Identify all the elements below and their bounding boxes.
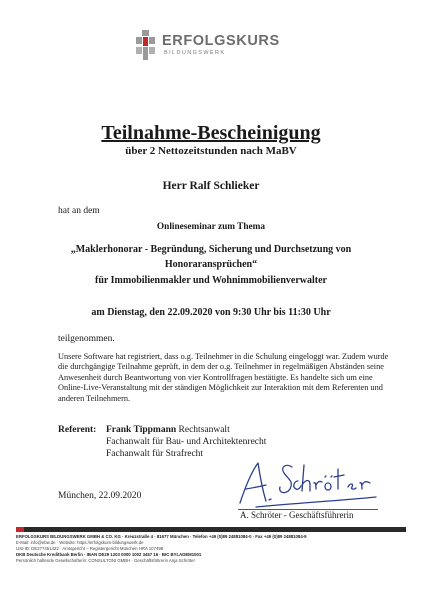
paragraph-line: anderen Teilnehmern. — [58, 393, 131, 403]
participant-name: Herr Ralf Schlieker — [162, 180, 260, 192]
place-and-date: München, 22.09.2020 — [58, 491, 142, 501]
footer-bank: DKB Deutsche Kreditbank Berlin · IBAN DE29 1203 0000 1002 3457 16 · BIC BYLADEM1001 — [16, 552, 202, 557]
footer-registry: USt-ID: DE277451422 · Amtsgericht – Registergericht München HRA 107498 — [16, 546, 164, 551]
footer-contact: E-Mail: info@ebw.de · Website: https://erfolgskurs-bildungswerk.de — [16, 540, 144, 545]
seminar-topic-line1: „Maklerhonorar - Begründung, Sicherung und Durchsetzung von — [70, 244, 352, 255]
referent-qualification-2: Fachanwalt für Strafrecht — [106, 449, 204, 459]
paragraph-line: die durchgängige Teilnahme geprüft, in dem der o.g. Teilnehmer in regelmäßigen Abständen seine — [58, 362, 384, 372]
footer-accent — [16, 527, 24, 532]
logo-subtitle: BILDUNGSWERK — [164, 50, 226, 56]
referent-name-line — [106, 425, 230, 435]
referent-name: Frank Tippmann — [106, 425, 177, 435]
paragraph-line: Anwesenheit durch Beantwortung von vier Kontrollfragen bestätigte. Es handelte sich um eine — [58, 372, 373, 382]
intro-text: hat an dem — [58, 206, 100, 216]
referent-qualification-1: Fachanwalt für Bau- und Architektenrecht — [106, 437, 267, 447]
verification-paragraph — [58, 352, 389, 404]
company-footer — [16, 534, 307, 564]
footer-partner: Persönlich haftende Gesellschafterin: CONSULTONI GMBH · Geschäftsführerin Anja Schröter — [16, 558, 195, 563]
seminar-type: Onlineseminar zum Thema — [156, 222, 266, 232]
seminar-topic-line2: Honoraransprüchen“ — [164, 259, 258, 270]
document-title: Teilnahme-Bescheinigung — [101, 122, 321, 144]
paragraph-line: Unsere Software hat registriert, dass o.g. Teilnehmer in die Schulung eingeloggt war. Zudem wurde — [58, 352, 389, 361]
paragraph-line: Online-Live-Veranstaltung mit der ständigen Möglichkeit zur Interaktion mit dem Referenten und — [58, 383, 383, 393]
participated-text: teilgenommen. — [58, 334, 115, 344]
footer-address: ERFOLGSKURS BILDUNGSWERK GMBH & CO. KG · Kreuzstraße 4 · 81677 München · Telefon +49 (0)89 24881084-0 · Fax +49 (0)89 24881084-9 — [16, 534, 307, 539]
referent-title: Rechtsanwalt — [176, 425, 230, 435]
document-subtitle: über 2 Nettozeitstunden nach MaBV — [125, 145, 297, 157]
logo-name: ERFOLGSKURS — [162, 33, 280, 49]
footer-divider — [16, 527, 406, 532]
handwritten-signature — [236, 455, 386, 511]
seminar-audience: für Immobilienmakler und Wohnimmobilienverwalter — [95, 275, 327, 286]
seminar-date: am Dienstag, den 22.09.2020 von 9:30 Uhr bis 11:30 Uhr — [91, 307, 331, 318]
company-logo — [136, 30, 296, 64]
logo-mark-icon — [136, 30, 158, 60]
referent-label: Referent: — [58, 425, 97, 435]
signer-name: A. Schröter - Geschäftsführerin — [240, 510, 354, 520]
